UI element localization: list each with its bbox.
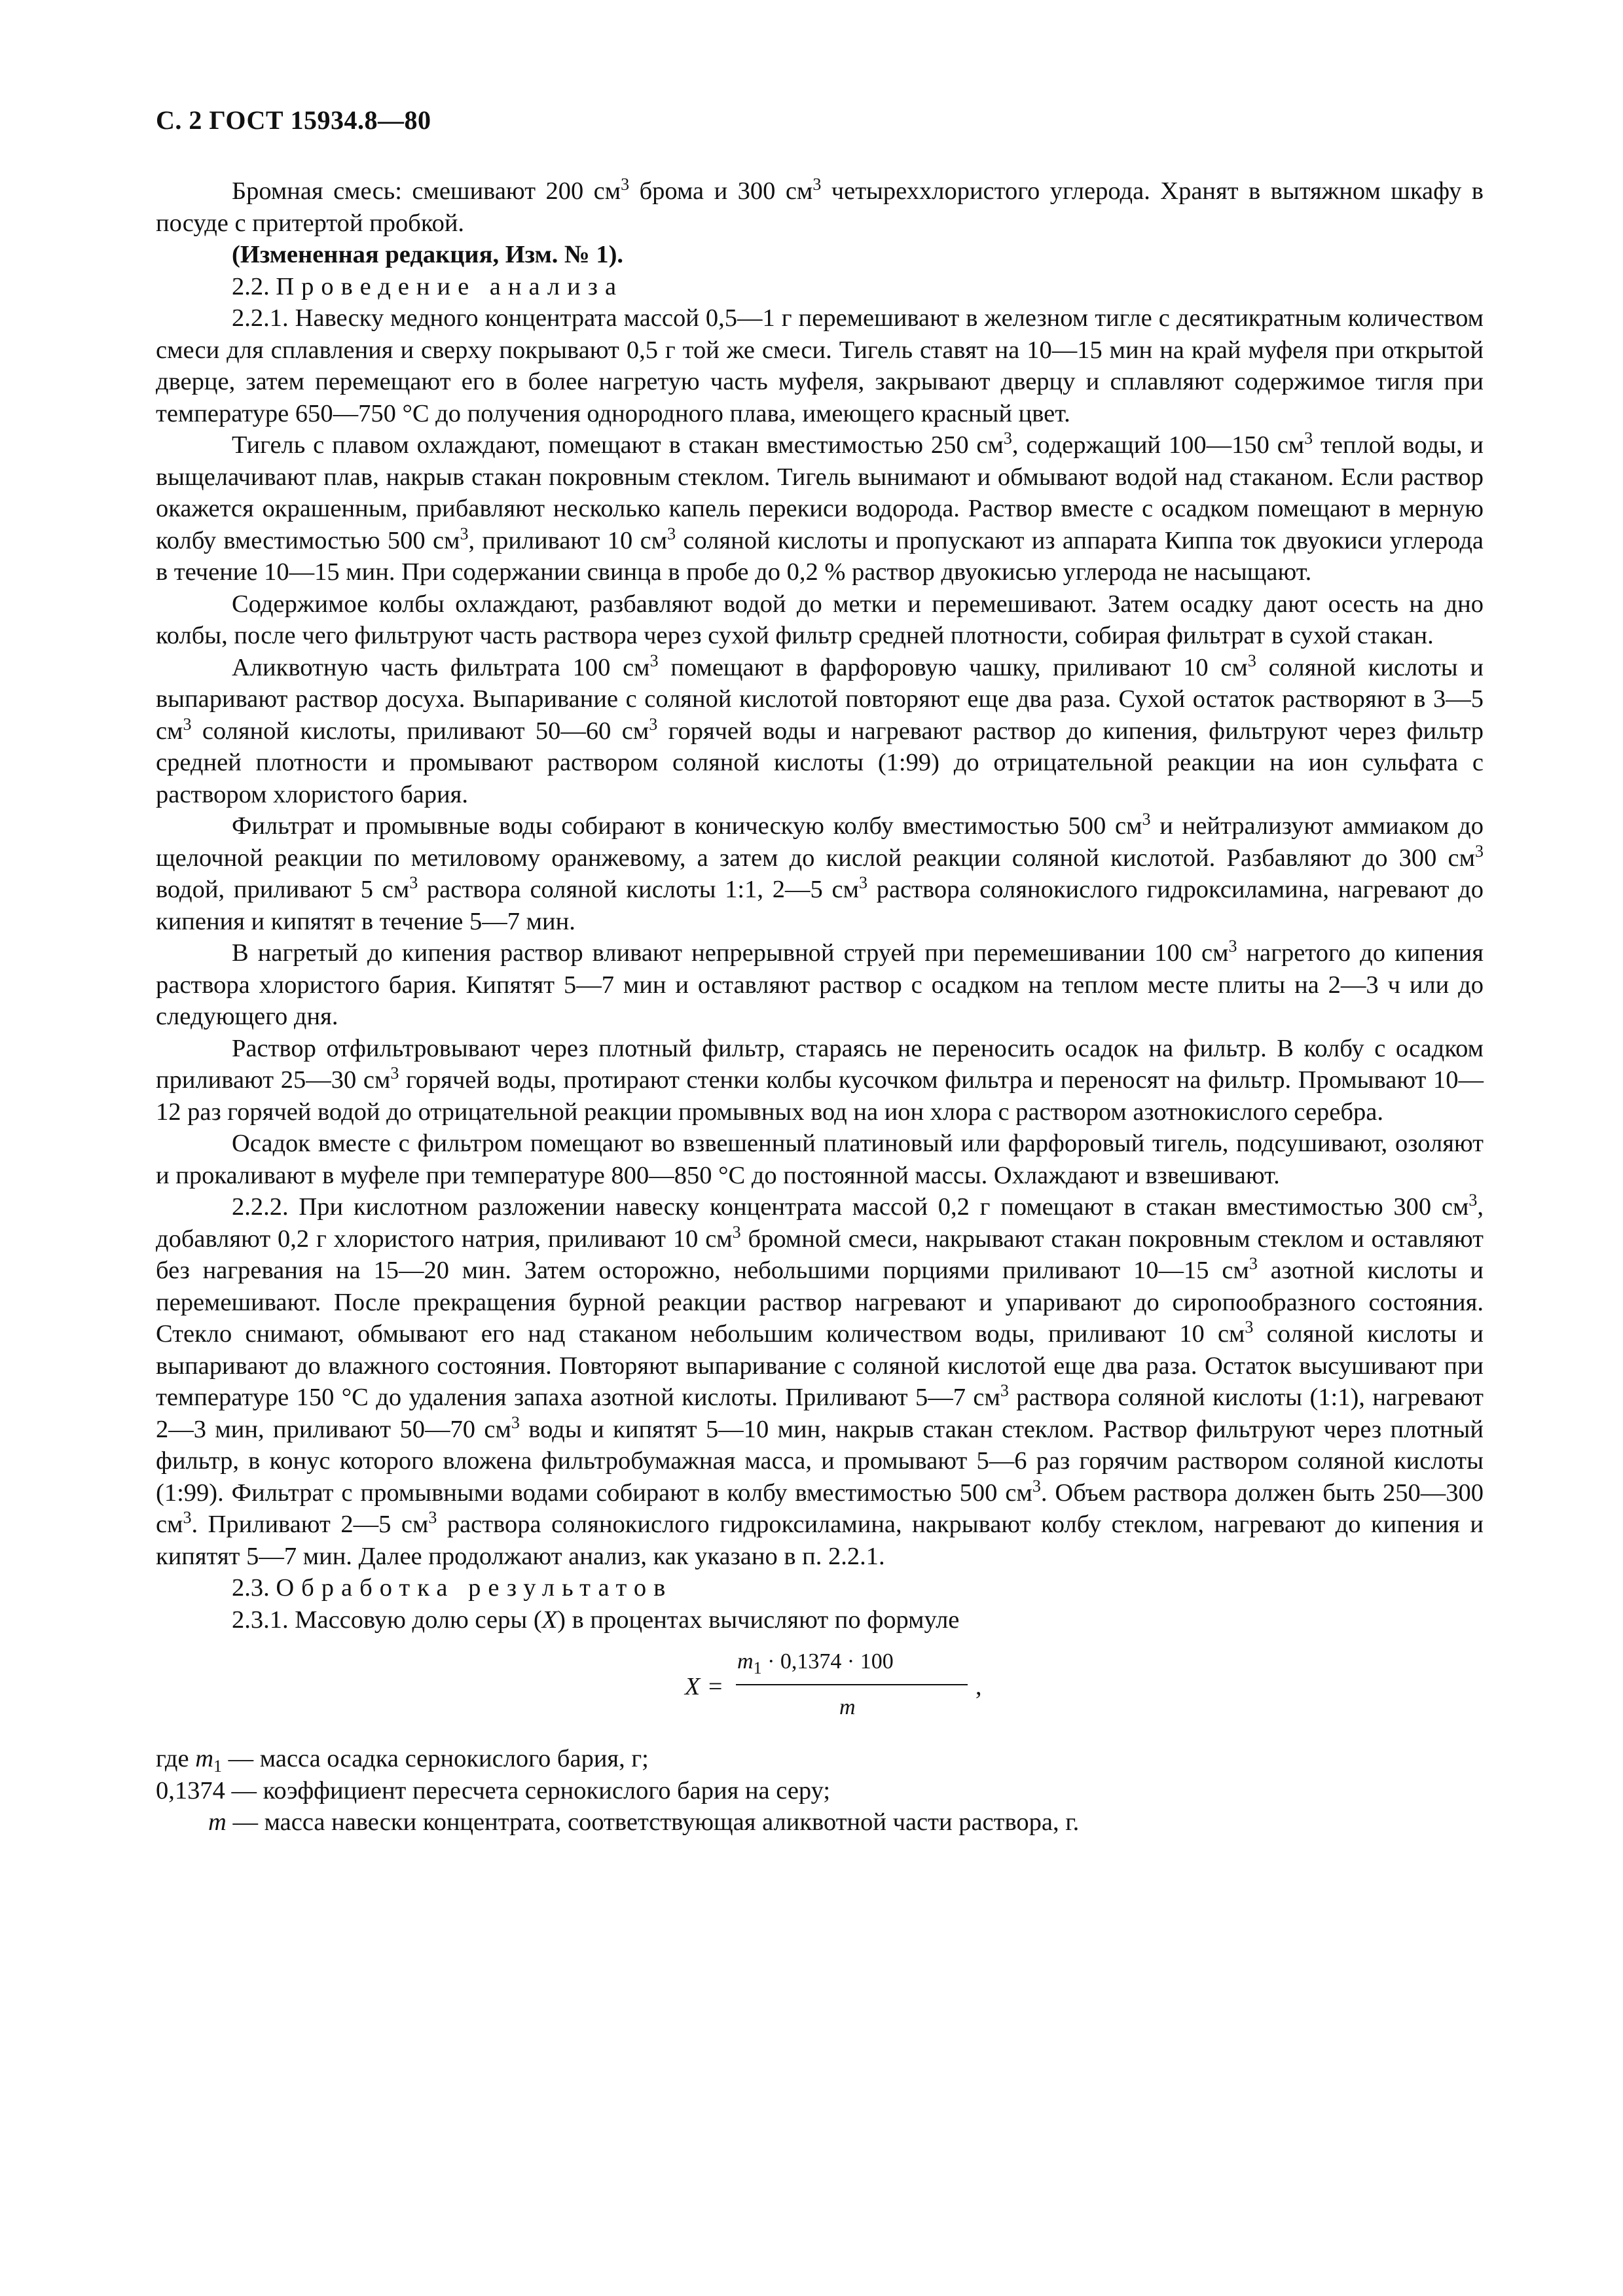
- paragraph-flask-contents: Содержимое колбы охлаждают, разбавляют водой до метки и перемешивают. Затем осадку дают осесть на дно колбы, после чего фильтруют часть раствора через сухой фильтр средней плотности, собирая фильтрат в сухой стакан.: [156, 590, 1484, 649]
- paragraph-dense-filter: Раствор отфильтровывают через плотный фильтр, стараясь не переносить осадок на фильтр. В колбу с осадком приливают 25—30 $см^3$ горячей воды, протирают стенки колбы кусочком фильтра и переносят на фильтр. Промывают 10—12 раз горячей водой до отрицательной реакции промывных вод на ион хлора с раствором азотнокислого серебра.: [156, 1034, 1484, 1126]
- formula-lhs: X: [685, 1673, 701, 1700]
- formula-definitions: [156, 1743, 1484, 1839]
- paragraph-2-3-1: 2.3.1. Массовую долю серы (X) в процентах вычисляют по формуле: [232, 1605, 960, 1634]
- paragraph-precipitate: Осадок вместе с фильтром помещают во взвешенный платиновый или фарфоровый тигель, подсушивают, озоляют и прокаливают в муфеле при температуре 800—850 °С до постоянной массы. Охлаждают и взвешивают.: [156, 1130, 1484, 1189]
- definition-m1: где $m_1$ — масса осадка сернокислого бария, г;: [156, 1745, 649, 1776]
- section-heading-2-2: 2.2. Проведение анализа: [232, 272, 624, 300]
- paragraph-filtrate: Фильтрат и промывные воды собирают в коническую колбу вместимостью 500 $см^3$ и нейтрализуют аммиаком до щелочной реакции по метиловому оранжевому, а затем до кислой реакции соляной кислотой. Разбавляют до 300 $см^3$ водой, приливают 5 $см^3$ раствора соляной кислоты 1:1, 2—5 $см^3$ раствора солянокислого гидроксиламина, нагревают до кипения и кипятят в течение 5—7 мин.: [156, 810, 1484, 935]
- page-header: С. 2 ГОСТ 15934.8—80: [156, 105, 431, 135]
- definition-coefficient: 0,1374 — коэффициент пересчета сернокислого бария на серу;: [156, 1776, 831, 1804]
- paragraph-aliquot: Аликвотную часть фильтрата 100 $см^3$ помещают в фарфоровую чашку, приливают 10 $см^3$ соляной кислоты и выпаривают раствор досуха. Выпаривание с соляной кислотой повторяют еще два раза. Сухой остаток растворяют в 3—5 $см^3$ соляной кислоты, приливают 50—60 $см^3$ горячей воды и нагревают раствор до кипения, фильтруют через фильтр средней плотности и промывают раствором соляной кислоты (1:99) до отрицательной реакции на ион сульфата с раствором хлористого бария.: [156, 651, 1484, 808]
- document-body: [156, 175, 1484, 1839]
- paragraph-boiling-solution: В нагретый до кипения раствор вливают непрерывной струей при перемешивании 100 $см^3$ нагретого до кипения раствора хлористого бария. Кипятят 5—7 мин и оставляют раствор с осадком на теплом месте плиты на 2—3 ч или до следующего дня.: [156, 937, 1484, 1030]
- formula-trailing-comma: ,: [976, 1673, 982, 1700]
- formula-denominator: m: [839, 1695, 856, 1719]
- definition-m: m — масса навески концентрата, соответствующая аликвотной части раствора, г.: [208, 1808, 1080, 1836]
- fraction-bar: [736, 1684, 968, 1685]
- amendment-note: (Измененная редакция, Изм. № 1).: [232, 241, 624, 268]
- formula-block: [156, 1641, 1484, 1736]
- paragraph-2-2-2: 2.2.2. При кислотном разложении навеску концентрата массой 0,2 г помещают в стакан вместимостью 300 $см^3$, добавляют 0,2 г хлористого натрия, приливают 10 $см^3$ бромной смеси, накрывают стакан покровным стеклом и оставляют без нагревания на 15—20 мин. Затем осторожно, небольшими порциями приливают 10—15 $см^3$ азотной кислоты и перемешивают. После прекращения бурной реакции раствор нагревают и упаривают до сиропообразного состояния. Стекло снимают, обмывают его над стаканом небольшим количеством воды, приливают 10 $см^3$ соляной кислоты и выпаривают до влажного состояния. Повторяют выпаривание с соляной кислотой еще два раза. Остаток высушивают при температуре 150 °С до удаления запаха азотной кислоты. Приливают 5—7 $см^3$ раствора соляной кислоты (1:1), нагревают 2—3 мин, приливают 50—70 $см^3$ воды и кипятят 5—10 мин, накрыв стакан стеклом. Раствор фильтруют через плотный фильтр, в конус которого вложена фильтробумажная масса, и промывают 5—6 раз горячим раствором соляной кислоты (1:99). Фильтрат с промывными водами собирают в колбу вместимостью 500 $см^3$. Объем раствора должен быть 250—300 $см^3$. Приливают 2—5 $см^3$ раствора солянокислого гидроксиламина, накрывают колбу стеклом, нагревают до кипения и кипятят 5—7 мин. Далее продолжают анализ, как указано в п. 2.2.1.: [156, 1191, 1484, 1570]
- paragraph-crucible-cooling: Тигель с плавом охлаждают, помещают в стакан вместимостью 250 $см^3$, содержащий 100—150 $см^3$ теплой воды, и выщелачивают плав, накрыв стакан покровным стеклом. Тигель вынимают и обмывают водой над стаканом. Если раствор окажется окрашенным, прибавляют несколько капель перекиси водорода. Раствор вместе с осадком помещают в мерную колбу вместимостью 500 $см^3$, приливают 10 $см^3$ соляной кислоты и пропускают из аппарата Киппа ток двуокиси углерода в течение 10—15 мин. При содержании свинца в пробе до 0,2 % раствор двуокисью углерода не насыщают.: [156, 429, 1484, 586]
- paragraph-bromine-mixture: Бромная смесь: смешивают 200 $см^3$ брома и 300 $см^3$ четыреххлористого углерода. Хранят в вытяжном шкафу в посуде с притертой пробкой.: [156, 175, 1484, 237]
- formula-equals: =: [708, 1673, 723, 1700]
- formula-numerator: $m_1 \cdot 0,1374 \cdot 100$: [737, 1649, 894, 1677]
- section-heading-2-3: 2.3. Обработка результатов: [232, 1574, 673, 1602]
- paragraph-2-2-1: 2.2.1. Навеску медного концентрата массой 0,5—1 г перемешивают в железном тигле с десятикратным количеством смеси для сплавления и сверху покрывают 0,5 г той же смеси. Тигель ставят на 10—15 мин на край муфеля при открытой дверце, затем перемещают его в более нагретую часть муфеля, закрывают дверцу и сплавляют содержимое тигля при температуре 650—750 °С до получения однородного плава, имеющего красный цвет.: [156, 304, 1484, 427]
